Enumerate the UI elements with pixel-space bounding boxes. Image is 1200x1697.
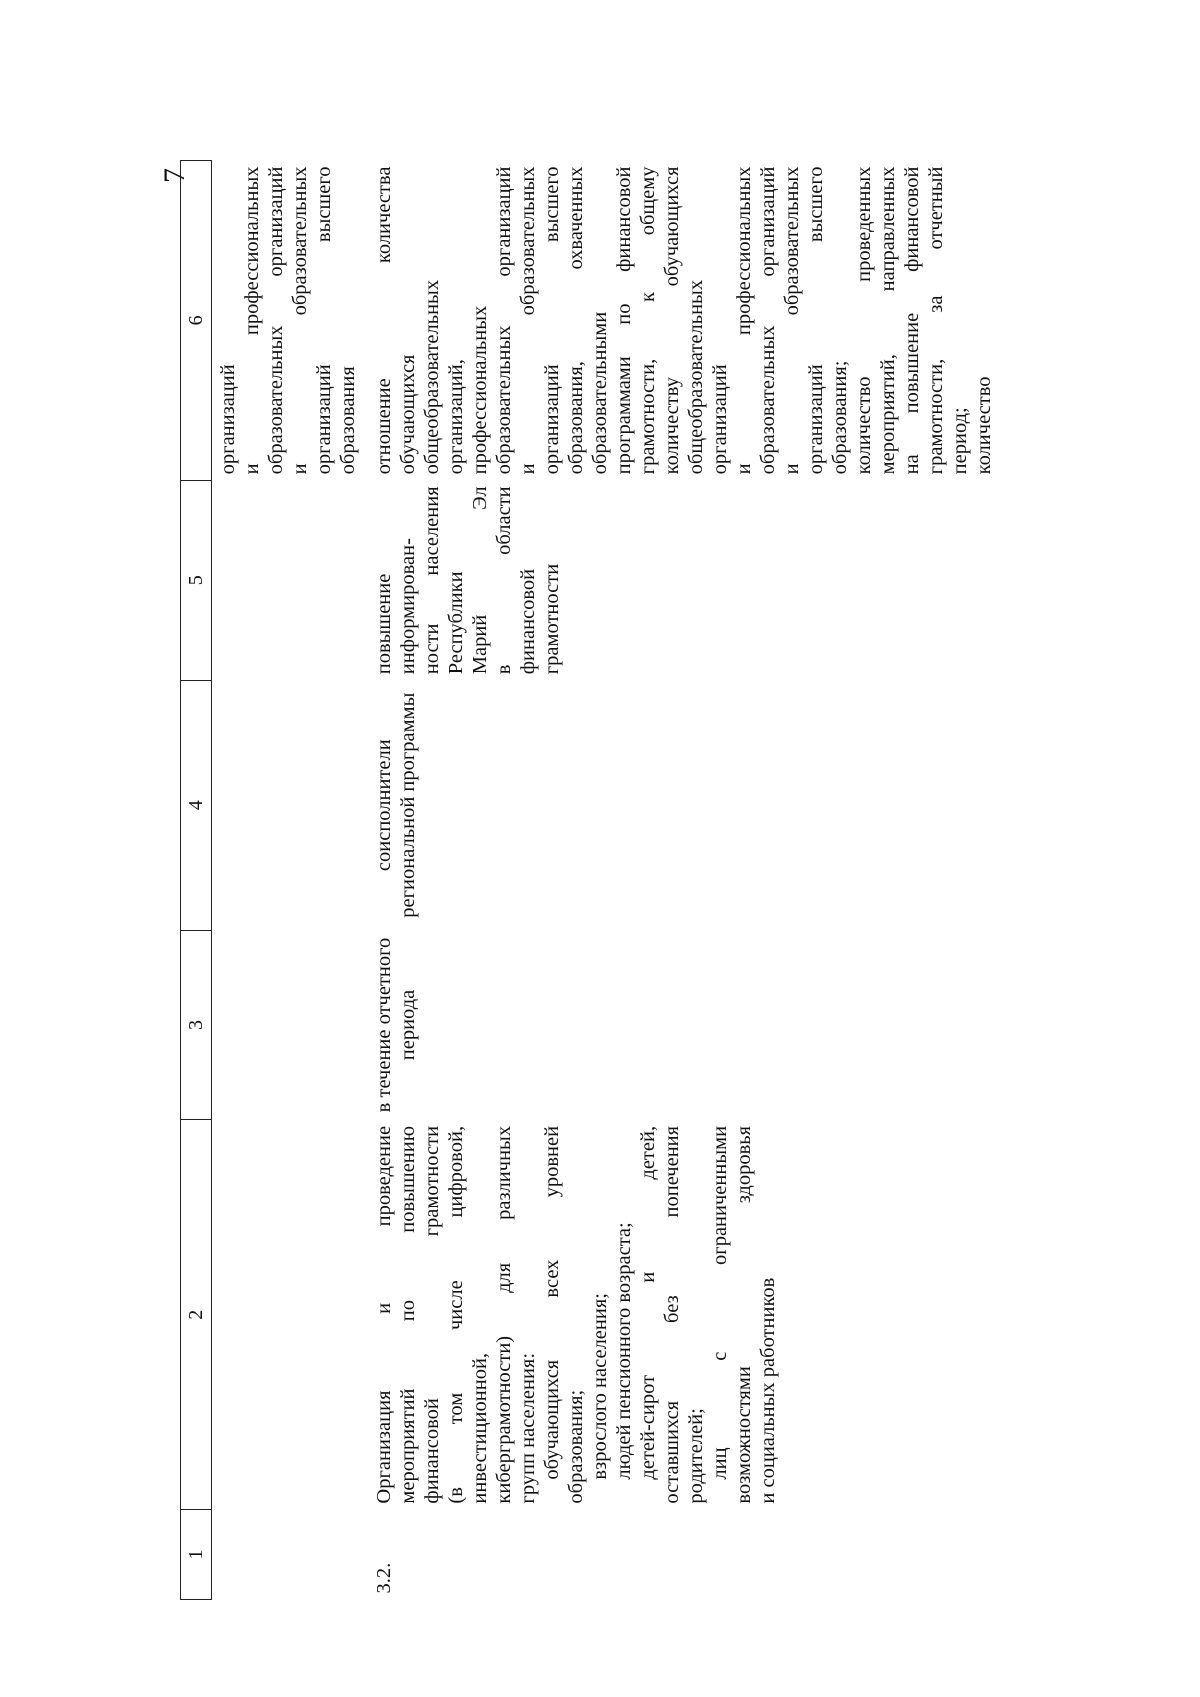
text-line: общеобразовательных — [685, 279, 707, 475]
text-line: Республики — [445, 571, 467, 675]
text-line: в области — [493, 486, 515, 675]
text-line: профессиональных — [469, 305, 491, 475]
text-line: организаций высшего — [313, 166, 335, 475]
list-item-line: взрослого населения; — [589, 1293, 611, 1480]
text-line: и профессиональных — [733, 166, 755, 475]
list-item-line: родителей; — [685, 1408, 707, 1504]
text-line: грамотности, к общему — [637, 166, 659, 475]
text-line: организаций — [217, 364, 239, 475]
text-line: и образовательных — [781, 166, 803, 475]
row-number-cell: 3.2. — [373, 1562, 395, 1594]
text-line: организаций высшего — [805, 166, 827, 475]
indicators-cell — [360, 161, 996, 481]
list-item-line: людей пенсионного возраста; — [613, 1222, 635, 1480]
list-item-line: и социальных работников — [757, 1277, 779, 1504]
list-item-line: лиц с ограниченными — [709, 1125, 731, 1480]
text-line: образования — [337, 366, 359, 475]
list-item-line: детей-сирот и детей, — [637, 1125, 659, 1480]
header-col-3: 3 — [181, 930, 212, 1120]
text-line: мероприятий, направленных — [877, 166, 899, 475]
text-line: образовательных организаций — [493, 166, 515, 475]
list-item-line: оставшихся без попечения — [661, 1125, 683, 1504]
header-col-4: 4 — [181, 680, 212, 930]
text-line: организаций — [709, 364, 731, 475]
text-line: групп населения: — [517, 1352, 539, 1504]
text-line: количество проведенных — [853, 166, 875, 475]
text-line: Марий Эл — [469, 486, 491, 675]
header-col-6: 6 — [181, 161, 212, 481]
text-line: количество — [973, 376, 995, 475]
text-line: общеобразовательных — [421, 279, 443, 475]
table-row — [360, 161, 996, 1600]
measure-description-cell — [360, 1120, 996, 1510]
list-item-line: обучающихся всех уровней — [541, 1125, 563, 1480]
text-line: образования, охваченных — [565, 166, 587, 475]
text-line: образовательными — [589, 311, 611, 475]
rotated-document-sheet — [160, 160, 1120, 1600]
table-row-continuation — [212, 161, 361, 1600]
text-line: (в том числе цифровой, — [445, 1125, 467, 1504]
page-number: 7 — [158, 168, 191, 183]
text-line: ности населения — [421, 486, 443, 675]
text-line: грамотности — [541, 563, 563, 675]
text-line: и образовательных — [517, 166, 539, 475]
text-line: период; — [949, 407, 971, 475]
table-header-row — [181, 161, 212, 1600]
text-line: мероприятий по повышению — [397, 1125, 419, 1504]
text-line: образования; — [829, 360, 851, 475]
header-col-5: 5 — [181, 480, 212, 680]
measures-table — [180, 160, 996, 1600]
list-item-line: возможностями здоровья — [733, 1125, 755, 1504]
text-line: и профессиональных — [241, 166, 263, 475]
text-line: образовательных организаций — [265, 166, 287, 475]
text-line: финансовой — [517, 568, 539, 675]
text-line: инвестиционной, — [469, 1352, 491, 1504]
header-col-1: 1 — [181, 1510, 212, 1600]
text-line: повышение — [373, 573, 395, 675]
text-line: отношение количества — [373, 166, 395, 475]
continuation-indicators-cell — [212, 161, 361, 481]
text-line: финансовой грамотности — [421, 1125, 443, 1504]
text-line: информирован- — [397, 538, 419, 675]
header-col-2: 2 — [181, 1120, 212, 1510]
text-line: организаций, — [445, 359, 467, 475]
text-line: организаций высшего — [541, 166, 563, 475]
list-item-line: образования; — [565, 1389, 587, 1504]
text-line: обучающихся — [397, 354, 419, 475]
text-line: грамотности, за отчетный — [925, 166, 947, 475]
text-line: программами по финансовой — [613, 166, 635, 475]
expected-result-cell — [360, 480, 996, 680]
text-line: образовательных организаций — [757, 166, 779, 475]
text-line: Организация и проведение — [373, 1125, 395, 1504]
text-line: на повышение финансовой — [901, 166, 923, 475]
text-line: количеству обучающихся — [661, 166, 683, 475]
deadline-cell: в течение отчетного периода — [373, 937, 419, 1113]
executors-cell: соисполнители региональной программы — [373, 692, 419, 918]
text-line: и образовательных — [289, 166, 311, 475]
text-line: киберграмотности) для различных — [493, 1125, 515, 1504]
